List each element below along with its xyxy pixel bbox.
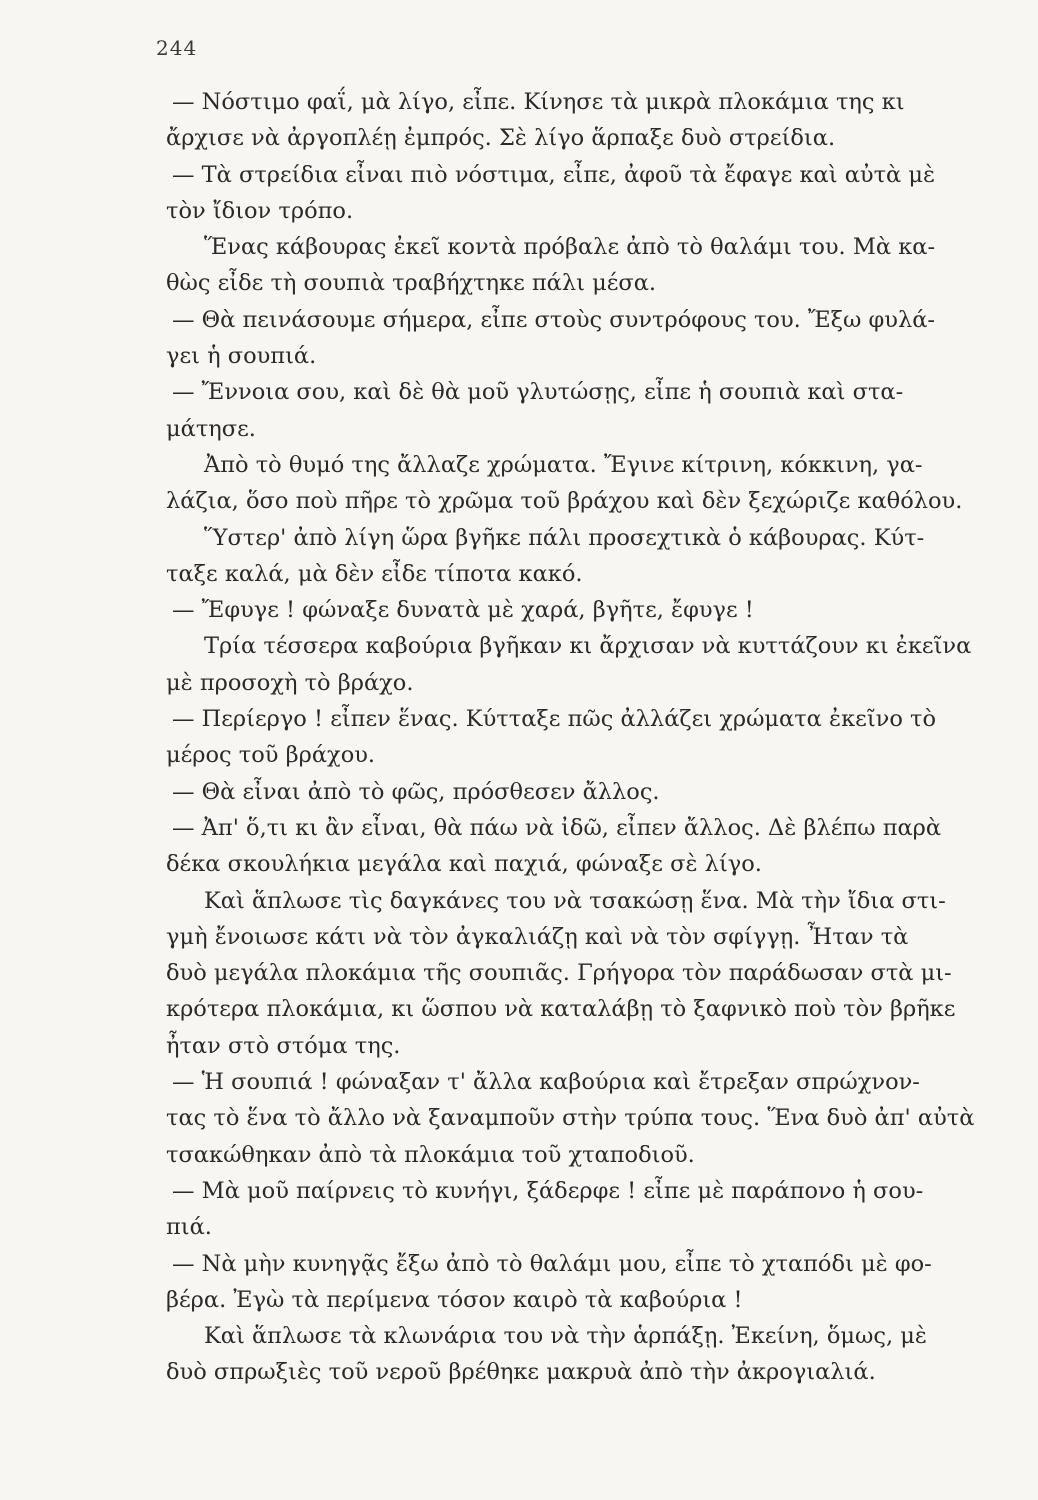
text-line: Τρία τέσσερα καβούρια βγῆκαν κι ἄρχισαν νὰ κυττάζουν κι ἐκεῖνα	[204, 633, 972, 660]
text-line: — Ἔφυγε ! φώναξε δυνατὰ μὲ χαρά, βγῆτε, ἔφυγε !	[172, 597, 754, 624]
text-line: — Ἀπ' ὅ,τι κι ἂν εἶναι, θὰ πάω νὰ ἰδῶ, εἶπεν ἄλλος. Δὲ βλέπω παρὰ	[172, 814, 942, 841]
text-line: Καὶ ἅπλωσε τὶς δαγκάνες του νὰ τσακώσῃ ἕνα. Μὰ τὴν ἴδια στι-	[204, 887, 946, 914]
text-line: — Θὰ πεινάσουμε σήμερα, εἶπε στοὺς συντρόφους του. Ἔξω φυλά-	[172, 306, 936, 333]
text-line: λάζια, ὅσο ποὺ πῆρε τὸ χρῶμα τοῦ βράχου καὶ δὲν ξεχώριζε καθόλου.	[166, 488, 963, 515]
text-line: ταξε καλά, μὰ δὲν εἶδε τίποτα κακό.	[166, 560, 583, 587]
text-line: — Ἔννοια σου, καὶ δὲ θὰ μοῦ γλυτώσῃς, εἶπε ἡ σουπιὰ καὶ στα-	[172, 379, 904, 406]
text-line: δυὸ σπρωξιὲς τοῦ νεροῦ βρέθηκε μακρυὰ ἀπὸ τὴν ἀκρογιαλιά.	[166, 1359, 876, 1386]
page-number: 244	[156, 36, 198, 60]
text-line: τσακώθηκαν ἀπὸ τὰ πλοκάμια τοῦ χταποδιοῦ.	[166, 1141, 695, 1168]
text-line: — Ἡ σουπιά ! φώναξαν τ' ἄλλα καβούρια καὶ ἔτρεξαν σπρώχνον-	[172, 1069, 920, 1096]
text-line: τας τὸ ἕνα τὸ ἄλλο νὰ ξαναμποῦν στὴν τρύπα τους. Ἕνα δυὸ ἀπ' αὐτὰ	[166, 1105, 975, 1132]
text-line: Ἀπὸ τὸ θυμό της ἄλλαζε χρώματα. Ἔγινε κίτρινη, κόκκινη, γα-	[204, 451, 923, 478]
text-line: δέκα σκουλήκια μεγάλα καὶ παχιά, φώναξε σὲ λίγο.	[166, 851, 762, 878]
text-line: Καὶ ἅπλωσε τὰ κλωνάρια του νὰ τὴν ἁρπάξῃ. Ἐκείνη, ὅμως, μὲ	[204, 1323, 927, 1350]
text-line: Ἕνας κάβουρας ἐκεῖ κοντὰ πρόβαλε ἀπὸ τὸ θαλάμι του. Μὰ κα-	[204, 234, 936, 261]
text-line: — Περίεργο ! εἶπεν ἕνας. Κύτταξε πῶς ἀλλάζει χρώματα ἐκεῖνο τὸ	[172, 706, 937, 733]
text-line: — Μὰ μοῦ παίρνεις τὸ κυνήγι, ξάδερφε ! εἶπε μὲ παράπονο ἡ σου-	[172, 1177, 924, 1204]
text-line: — Νὰ μὴν κυνηγᾷς ἔξω ἀπὸ τὸ θαλάμι μου, εἶπε τὸ χταπόδι μὲ φο-	[172, 1250, 932, 1277]
text-line: δυὸ μεγάλα πλοκάμια τῆς σουπιᾶς. Γρήγορα τὸν παράδωσαν στὰ μι-	[166, 960, 952, 987]
text-line: τὸν ἴδιον τρόπο.	[166, 197, 354, 224]
text-line: μέρος τοῦ βράχου.	[166, 742, 376, 769]
text-line: ἦταν στὸ στόμα της.	[166, 1032, 401, 1059]
text-line: γμὴ ἔνοιωσε κάτι νὰ τὸν ἀγκαλιάζῃ καὶ νὰ τὸν σφίγγῃ. Ἦταν τὰ	[166, 923, 909, 950]
text-line: ἄρχισε νὰ ἀργοπλέῃ ἐμπρός. Σὲ λίγο ἅρπαξε δυὸ στρείδια.	[166, 125, 836, 152]
text-line: Ὕστερ' ἀπὸ λίγη ὥρα βγῆκε πάλι προσεχτικὰ ὁ κάβουρας. Κύτ-	[204, 524, 925, 551]
text-line: — Θὰ εἶναι ἀπὸ τὸ φῶς, πρόσθεσεν ἄλλος.	[172, 778, 660, 805]
text-line: πιά.	[166, 1214, 212, 1241]
body-text	[166, 84, 986, 1391]
text-line: θὼς εἶδε τὴ σουπιὰ τραβήχτηκε πάλι μέσα.	[166, 270, 657, 297]
text-line: μὲ προσοχὴ τὸ βράχο.	[166, 669, 414, 696]
text-line: κρότερα πλοκάμια, κι ὥσπου νὰ καταλάβῃ τὸ ξαφνικὸ ποὺ τὸν βρῆκε	[166, 996, 956, 1023]
text-line: βέρα. Ἐγὼ τὰ περίμενα τόσον καιρὸ τὰ καβούρια !	[166, 1286, 743, 1313]
text-line: γει ἡ σουπιά.	[166, 343, 317, 370]
text-line: — Τὰ στρείδια εἶναι πιὸ νόστιμα, εἶπε, ἀφοῦ τὰ ἔφαγε καὶ αὐτὰ μὲ	[172, 161, 936, 188]
text-line: μάτησε.	[166, 415, 256, 442]
text-line: — Νόστιμο φαΐ, μὰ λίγο, εἶπε. Κίνησε τὰ μικρὰ πλοκάμια της κι	[172, 89, 905, 115]
